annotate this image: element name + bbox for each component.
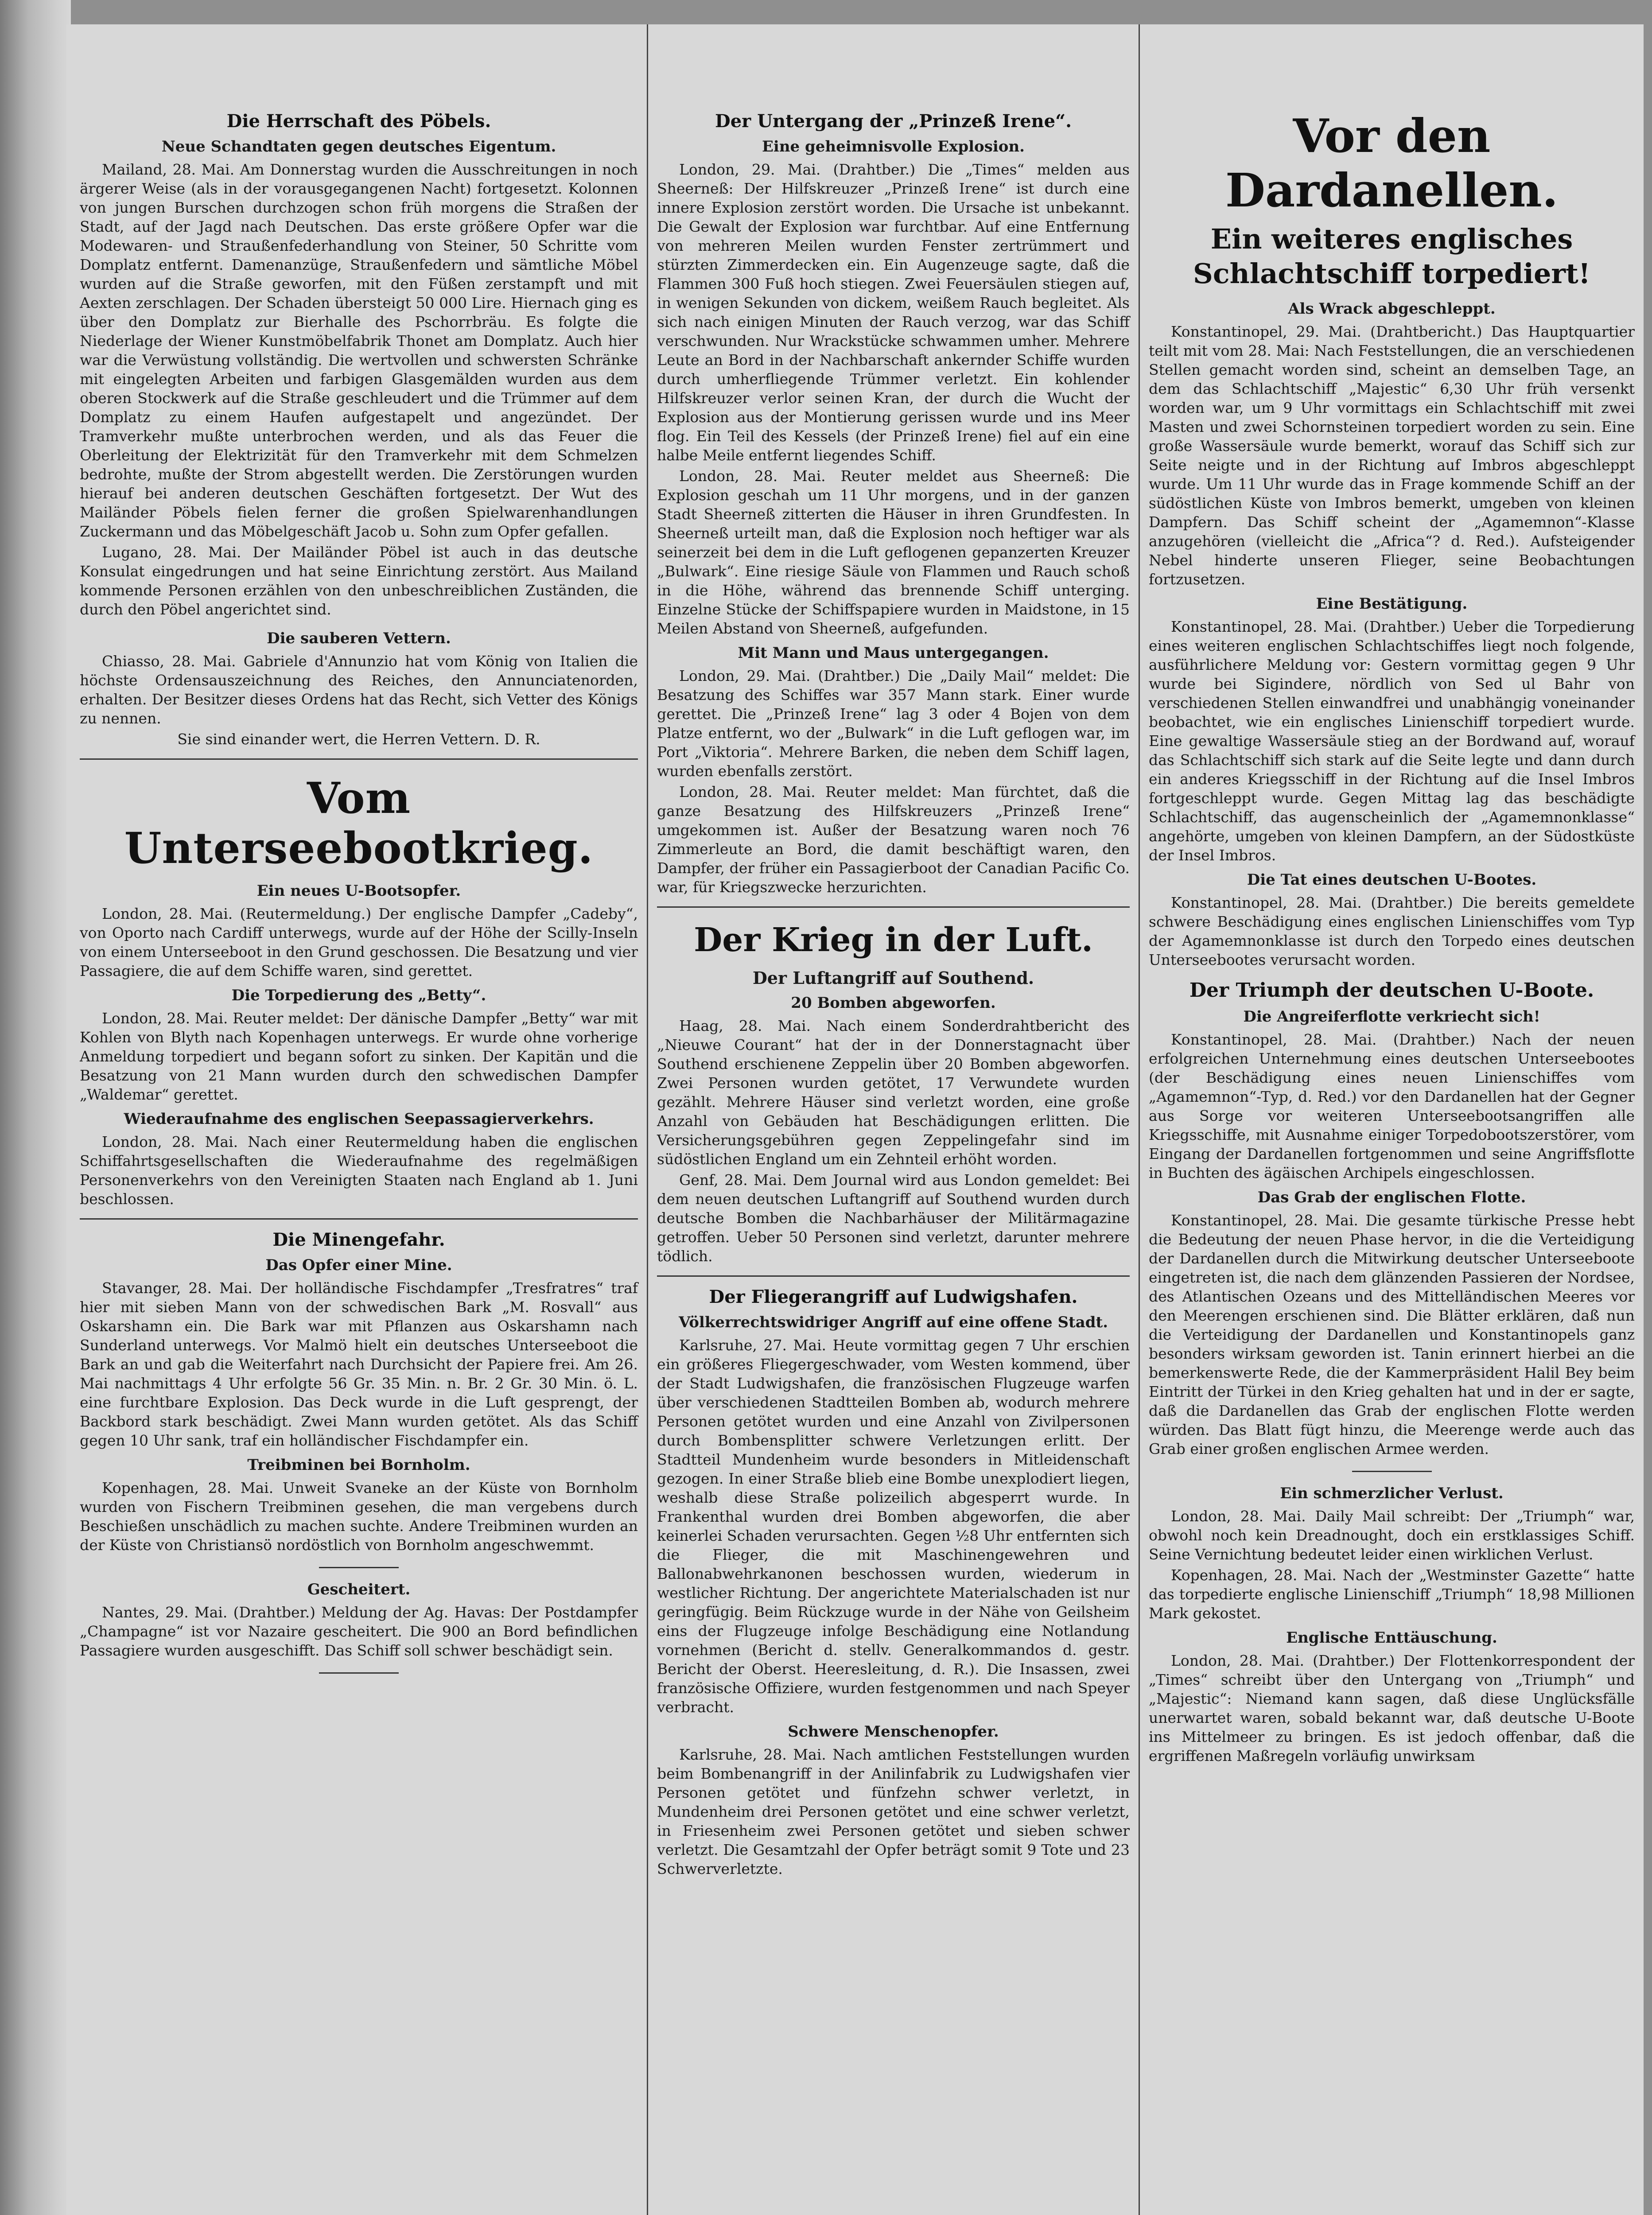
headline-dardanellen: Vor den Dardanellen. <box>1225 109 1559 218</box>
section-divider <box>657 906 1130 908</box>
subhead-southend: Der Luftangriff auf Southend. <box>752 968 1034 988</box>
section-divider <box>80 1218 638 1220</box>
article-karlsruhe-28: Karlsruhe, 28. Mai. Nach amtlichen Feststellungen wurden beim Bombenangriff in der Anilinfabrik zu Ludwigshafen vier Personen getötet und fünfzehn schwer verletzt, in Mundenheim drei Personen getötet und eine schwer verletzt, in Friesenheim zwei Personen getötet und sieben schwer verletzt. Die Gesamtzahl der Opfer beträgt somit 9 Tote und 23 Schwerverletzte. <box>657 1746 1130 1877</box>
headline-minengefahr: Die Minengefahr. <box>272 1229 445 1250</box>
article-karlsruhe-27: Karlsruhe, 27. Mai. Heute vormittag gegen 7 Uhr erschien ein größeres Fliegergeschwader, vom Westen kommend, über der Stadt Ludwigshafen, die französischen Flugzeuge warfen über verschiedenen Stadtteilen Bomben ab, wodurch mehrere Personen getötet wurden und eine Anzahl von Zivilpersonen durch Bombensplitter schwere Verletzungen erlitt. Der Stadtteil Mundenheim wurde besonders in Mitleidenschaft gezogen. In einer Straße blieb eine Bombe unexplodiert liegen, weshalb diese Straße polizeilich abgesperrt wurde. In Frankenthal wurden drei Bomben abgeworfen, die aber keinerlei Schaden verursachten. Gegen ½8 Uhr entfernten sich die Flieger, die mit Maschinengewehren und Ballonabwehrkanonen beschossen wurden, wiederum in westlicher Richtung. Der angerichtete Materialschaden ist nur geringfügig. Beim Rückzuge wurde in der Nähe von Geilsheim eins der Flugzeuge infolge Beschädigung eine Notlandung vornehmen (Bericht d. stellv. Generalkommandos d. gestr. Bericht der Oberst. Heeresleitung, d. R.). Die Insassen, zwei französische Offiziere, wurden festgenommen und nach Speyer verbracht. <box>657 1337 1130 1716</box>
subhead-enttaeuschung: Englische Enttäuschung. <box>1286 1629 1497 1647</box>
article-kopenhagen-westminster: Kopenhagen, 28. Mai. Nach der „Westminster Gazette“ hatte das torpedierte englische Linienschiff „Triumph“ 18,98 Millionen Mark gekostet. <box>1149 1566 1635 1622</box>
headline-schlachtschiff: Ein weiteres englisches Schlachtschiff torpediert! <box>1193 223 1590 290</box>
subhead-explosion: Eine geheimnisvolle Explosion. <box>762 138 1025 155</box>
page-stack-edge <box>0 0 71 2215</box>
article-betty: London, 28. Mai. Reuter meldet: Der dänische Dampfer „Betty“ war mit Kohlen von Blyth nach Kopenhagen unterwegs. Er wurde ohne vorherige Anmeldung torpediert und begann sofort zu sinken. Der Kapitän und die Besatzung von 21 Mann wurden durch den schwedischen Dampfer „Waldemar“ gerettet. <box>80 1010 638 1103</box>
subhead-u-bootsopfer: Ein neues U-Bootsopfer. <box>257 882 461 900</box>
subhead-tat-u-boot: Die Tat eines deutschen U-Bootes. <box>1247 871 1537 889</box>
column-3 <box>1139 24 1644 2215</box>
article-konstantinopel-29: Konstantinopel, 29. Mai. (Drahtbericht.) Das Hauptquartier teilt mit vom 28. Mai: Nach Feststellungen, die an verschiedenen Stellen gemacht worden sind, scheint an demselben Tage, an dem das Schlachtschiff „Majestic“ 6,30 Uhr früh versenkt worden war, um 9 Uhr vormittags ein Schlachtschiff mit zwei Masten und zwei Schornsteinen torpediert worden zu sein. Eine große Wassersäule wurde bemerkt, worauf das Schiff sich zur Seite neigte und in der Richtung auf Imbros abgeschleppt wurde. Um 11 Uhr wurde das in Frage kommende Schiff an der südöstlichen Küste von Imbros bemerkt, umgeben von kleinen Dampfern. Das Schiff scheint der „Agamemnon“-Klasse anzugehören (vielleicht die „Africa“? d. Red.). Aufsteigender Nebel hinderte unseren Flieger, seine Beobachtungen fortzusetzen. <box>1149 323 1635 588</box>
article-cadeby: London, 28. Mai. (Reutermeldung.) Der englische Dampfer „Cadeby“, von Oporto nach Cardiff unterwegs, wurde auf der Höhe der Scilly-Inseln von einem Unterseeboot in den Grund geschossen. Die Besatzung und vier Passagiere, die auf dem Schiffe waren, sind gerettet. <box>80 905 638 979</box>
subhead-wrack: Als Wrack abgeschleppt. <box>1288 300 1496 318</box>
subhead-menschenopfer: Schwere Menschenopfer. <box>788 1723 999 1741</box>
short-divider <box>1352 1471 1432 1472</box>
subhead-offene-stadt: Völkerrechtswidriger Angriff auf eine offene Stadt. <box>678 1313 1108 1331</box>
subhead-treibminen: Treibminen bei Bornholm. <box>247 1456 470 1474</box>
subhead-vettern: Die sauberen Vettern. <box>267 630 451 647</box>
article-konstantinopel-bestaetigung: Konstantinopel, 28. Mai. (Drahtber.) Ueber die Torpedierung eines weiteren englischen Schlachtschiffes liegt noch folgende, ausführlichere Meldung vor: Gestern vormittag gegen 9 Uhr wurde bei Sigindere, nördlich von Sed ul Bahr von verschiedenen Stellen einwandfrei und unabhängig voneinander beobachtet, wie ein englisches Linienschiff torpediert wurde. Eine gewaltige Wassersäule stieg an der Bordwand auf, worauf das Schlachtschiff sich stark auf die Seite legte und dann durch ein anderes Kriegsschiff in der Richtung auf die Insel Imbros fortgeschleppt wurde. Gegen Mittag lag das beschädigte Schlachtschiff, das augenscheinlich der „Agamemnonklasse“ angehörte, umgeben von kleinen Dampfern, an der Südostküste der Insel Imbros. <box>1149 618 1635 864</box>
article-london-times: London, 28. Mai. (Drahtber.) Der Flottenkorrespondent der „Times“ schreibt über den Untergang von „Triumph“ und „Majestic“: Niemand kann sagen, daß diese Unglücksfälle unerwartet waren, sobald bekannt war, daß deutsche U-Boote ins Mittelmeer zu bringen. Es ist jedoch offenbar, daß die ergriffenen Maßregeln vorläufig unwirksam <box>1149 1652 1635 1764</box>
subhead-grab-flotte: Das Grab der englischen Flotte. <box>1257 1189 1526 1206</box>
article-reuter-besatzung: London, 28. Mai. Reuter meldet: Man fürchtet, daß die ganze Besatzung des Hilfskreuzers „Prinzeß Irene“ umgekommen ist. Außer der Besatzung waren noch 76 Zimmerleute an Bord, die damit beschäftigt waren, den Dampfer, der früher ein Passagierboot der Canadian Pacific Co. war, für Kriegszwecke herzurichten. <box>657 783 1130 896</box>
headline-triumph: Der Triumph der deutschen U-Boote. <box>1189 979 1594 1002</box>
section-divider <box>657 1275 1130 1277</box>
article-kopenhagen: Kopenhagen, 28. Mai. Unweit Svaneke an der Küste von Bornholm wurden von Fischern Treibminen gesehen, die man vergebens durch Beschießen unschädlich zu machen suchte. Andere Treibminen wurden an der Küste von Christiansö nordöstlich von Bornholm angeschwemmt. <box>80 1479 638 1554</box>
article-konstantinopel-flotte: Konstantinopel, 28. Mai. (Drahtber.) Nach der neuen erfolgreichen Unternehmung eines deutschen Unterseebootes (der Beschädigung eines neuen Linienschiffes vom „Agamemnon“-Typ, d. Red.) vor den Dardanellen hat der Gegner aus Sorge vor weiteren Unterseebootsangriffen alle Kriegsschiffe, mit Ausnahme einiger Torpedobootszerstörer, vom Eingang der Dardanellen fortgenommen und seine Angriffsflotte in Buchten des ägäischen Archipels eingeschlossen. <box>1149 1031 1635 1181</box>
headline-pobel: Die Herrschaft des Pöbels. <box>226 111 491 132</box>
subhead-gescheitert: Gescheitert. <box>307 1581 411 1598</box>
article-stavanger: Stavanger, 28. Mai. Der holländische Fischdampfer „Tresfratres“ traf hier mit sieben Mann von der schwedischen Bark „M. Rosvall“ aus Oskarshamn ein. Die Bark war mit Pflanzen aus Oskarshamn nach Sunderland unterwegs. Vor Malmö hielt ein deutsches Unterseeboot die Bark an und gab die Weiterfahrt nach Durchsicht der Papiere frei. Am 26. Mai nachmittags 4 Uhr erfolgte 56 Gr. 35 Min. n. Br. 2 Gr. 30 Min. ö. L. eine furchtbare Explosion. Das Deck wurde in die Luft gesprengt, der Backbord stark beschädigt. Zwei Mann wurden getötet. Als das Schiff gegen 10 Uhr sank, traf ein holländischer Fischdampfer ein. <box>80 1279 638 1449</box>
article-konstantinopel-tat: Konstantinopel, 28. Mai. (Drahtber.) Die bereits gemeldete schwere Beschädigung eines englischen Linienschiffes vom Typ der Agamemnonklasse ist durch den Torpedo eines deutschen Unterseebootes verursacht worden. <box>1149 894 1635 968</box>
column-2 <box>647 24 1139 2215</box>
subhead-20-bomben: 20 Bomben abgeworfen. <box>791 994 996 1012</box>
article-reuter-sheerness: London, 28. Mai. Reuter meldet aus Sheerneß: Die Explosion geschah um 11 Uhr morgens, und in der ganzen Stadt Sheerneß zitterten die Häuser in ihren Grundfesten. In Sheerneß urteilt man, daß die Explosion noch heftiger war als seinerzeit bei dem in die Luft geflogenen gepanzerten Kreuzer „Bulwark“. Eine riesige Säule von Flammen und Rauch schoß in die Höhe, während das brennende Schiff unterging. Einzelne Stücke der Schiffspapiere wurden in Maidstone, in 15 Meilen Abstand von Sheerneß, aufgefunden. <box>657 467 1130 637</box>
article-haag: Haag, 28. Mai. Nach einem Sonderdrahtbericht des „Nieuwe Courant“ hat der in der Donnerstagnacht über Southend erschienene Zeppelin über 20 Bomben abgeworfen. Zwei Personen wurden getötet, 17 Verwundete wurden gezählt. Mehrere Häuser sind verletzt worden, eine große Anzahl von Gebäuden hat Beschädigungen erlitten. Die Versicherungsgebühren gegen Zeppelingefahr sind im südöstlichen England um ein Zehnteil erhöht worden. <box>657 1017 1130 1168</box>
headline-ludwigshafen: Der Fliegerangriff auf Ludwigshafen. <box>709 1286 1078 1307</box>
section-divider <box>80 758 638 760</box>
subhead-seepassagier: Wiederaufnahme des englischen Seepassagierverkehrs. <box>124 1110 594 1128</box>
subhead-bestaetigung: Eine Bestätigung. <box>1316 595 1468 613</box>
article-seepassagier: London, 28. Mai. Nach einer Reutermeldung haben die englischen Schiffahrtsgesellschaften die Wiederaufnahme des regelmäßigen Personenverkehrs von den Vereinigten Staaten nach England ab 1. Juni beschlossen. <box>80 1133 638 1208</box>
subhead-mann-und-maus: Mit Mann und Maus untergegangen. <box>738 644 1049 662</box>
subhead-opfer-mine: Das Opfer einer Mine. <box>265 1256 452 1274</box>
article-chiasso: Chiasso, 28. Mai. Gabriele d'Annunzio hat vom König von Italien die höchste Ordensauszeichnung des Reiches, den Annunciatenorden, erhalten. Der Besitzer dieses Ordens hat das Recht, sich Vetter des Königs zu nennen. <box>80 653 638 727</box>
subhead-angreiferflotte: Die Angreiferflotte verkriecht sich! <box>1243 1008 1540 1026</box>
headline-unterseebootkrieg: Vom Unterseebootkrieg. <box>124 773 594 873</box>
subhead-betty: Die Torpedierung des „Betty“. <box>231 987 486 1004</box>
article-daily-mail: London, 29. Mai. (Drahtber.) Die „Daily Mail“ meldet: Die Besatzung des Schiffes war 357 Mann stark. Einer wurde gerettet. Die „Prinzeß Irene“ lag 3 oder 4 Bojen von dem Platze entfernt, wo der „Bulwark“ in die Luft geflogen war, im Port „Viktoria“. Mehrere Barken, die neben dem Schiff lagen, wurden ebenfalls zerstört. <box>657 667 1130 780</box>
subhead-schandtaten: Neue Schandtaten gegen deutsches Eigentum. <box>161 138 556 155</box>
article-nantes: Nantes, 29. Mai. (Drahtber.) Meldung der Ag. Havas: Der Postdampfer „Champagne“ ist vor Nazaire gescheitert. Die 900 an Bord befindlichen Passagiere wurden ausgeschifft. Das Schiff soll schwer beschädigt sein. <box>80 1604 638 1659</box>
article-london-daily-mail: London, 28. Mai. Daily Mail schreibt: Der „Triumph“ war, obwohl noch kein Dreadnought, doch ein erstklassiges Schiff. Seine Vernichtung bedeutet leider einen wirklichen Verlust. <box>1149 1508 1635 1563</box>
newspaper-page <box>66 24 1644 2215</box>
editor-note: Sie sind einander wert, die Herren Vettern. D. R. <box>177 731 540 748</box>
subhead-verlust: Ein schmerzlicher Verlust. <box>1280 1484 1504 1502</box>
headline-krieg-luft: Der Krieg in der Luft. <box>694 921 1093 959</box>
short-divider <box>319 1672 399 1674</box>
article-konstantinopel-presse: Konstantinopel, 28. Mai. Die gesamte türkische Presse hebt die Bedeutung der neuen Phase hervor, in die die Verteidigung der Dardanellen durch die Mitwirkung deutscher Unterseeboote eingetreten ist, die nach dem glänzenden Passieren der Nordsee, des Atlantischen Ozeans und des Mittelländischen Meeres vor den Meerengen erschienen sind. Die Blätter erklären, daß nun die Verteidigung der Dardanellen und Konstantinopels ganz besonders wirksam geworden ist. Tanin erinnert hierbei an die bemerkenswerte Rede, die der Kammerpräsident Halil Bey beim Eintritt der Türkei in den Krieg gehalten hat und in der er sagte, daß die Dardanellen das Grab der englischen Flotte werden würden. Das Blatt fügt hinzu, die Meerenge werde auch das Grab einer großen englischen Armee werden. <box>1149 1212 1635 1457</box>
short-divider <box>319 1567 399 1568</box>
article-mailand: Mailand, 28. Mai. Am Donnerstag wurden die Ausschreitungen in noch ärgerer Weise (als in der vorausgegangenen Nacht) fortgesetzt. Kolonnen von jungen Burschen durchzogen schon früh morgens die Straßen der Stadt, auf der Jagd nach Deutschen. Das erste größere Opfer war die Modewaren- und Straußenfederhandlung von Steiner, 50 Schritte vom Domplatz entfernt. Damenanzüge, Straußenfedern und sämtliche Möbel wurden auf die Straße geworfen, mit den Füßen zerstampft und mit Aexten zerschlagen. Der Schaden übersteigt 50 000 Lire. Hiernach ging es über den Domplatz zur Bierhalle des Pschorrbräu. Es folgte die Niederlage der Wiener Kunstmöbelfabrik Thonet am Domplatz. Auch hier war die Verwüstung vollständig. Die wertvollen und schwersten Schränke mit eingelegten Arbeiten und farbigen Glasgemälden wurden aus dem oberen Stockwerk auf die Straße geschleudert und die Trümmer auf dem Domplatz zu einem Haufen aufgestapelt und angezündet. Der Tramverkehr mußte unterbrochen werden, und als das Feuer die Oberleitung der Elektrizität für den Tramverkehr mit dem Schmelzen bedrohte, mußte der Strom abgestellt werden. Die Zerstörungen wurden hierauf bei anderen deutschen Geschäften fortgesetzt. Der Wut des Mailänder Pöbels fielen ferner die großen Spielwarenhandlungen Zuckermann und das Möbelgeschäft Jacob u. Sohn zum Opfer gefallen. <box>80 161 638 540</box>
headline-prinzess-irene: Der Untergang der „Prinzeß Irene“. <box>715 111 1072 132</box>
article-times-sheerness: London, 29. Mai. (Drahtber.) Die „Times“ melden aus Sheerneß: Der Hilfskreuzer „Prinzeß Irene“ ist durch eine innere Explosion zerstört worden. Die Ursache ist unbekannt. Die Gewalt der Explosion war furchtbar. Auf eine Entfernung von mehreren Meilen wurden Fenster zertrümmert und stürzten Zimmerdecken ein. Ein Augenzeuge sagte, daß die Flammen 300 Fuß hoch stiegen. Zwei Feuersäulen stiegen auf, in wenigen Sekunden von dickem, weißem Rauch begleitet. Als sich nach einigen Minuten der Rauch verzog, war das Schiff verschwunden. Nur Wrackstücke schwammen umher. Mehrere Leute an Bord in der Nachbarschaft ankernder Schiffe wurden durch umherfliegende Trümmer verletzt. Ein kohlender Hilfskreuzer verlor seinen Kran, der durch die Wucht der Explosion aus der Montierung gerissen wurde und ins Meer flog. Ein Teil des Kessels (der Prinzeß Irene) fiel auf ein eine halbe Meile entfernt liegendes Schiff. <box>657 161 1130 464</box>
article-genf: Genf, 28. Mai. Dem Journal wird aus London gemeldet: Bei dem neuen deutschen Luftangriff auf Southend wurden durch deutsche Bomben die Nachbarhäuser der Militärmagazine getroffen. Ueber 50 Personen sind verletzt, darunter mehrere tödlich. <box>657 1171 1130 1265</box>
article-lugano: Lugano, 28. Mai. Der Mailänder Pöbel ist auch in das deutsche Konsulat eingedrungen und hat seine Einrichtung zerstört. Aus Mailand kommende Personen erzählen von den unbeschreiblichen Zuständen, die durch den Pöbel angerichtet sind. <box>80 544 638 618</box>
column-1 <box>66 24 647 2215</box>
